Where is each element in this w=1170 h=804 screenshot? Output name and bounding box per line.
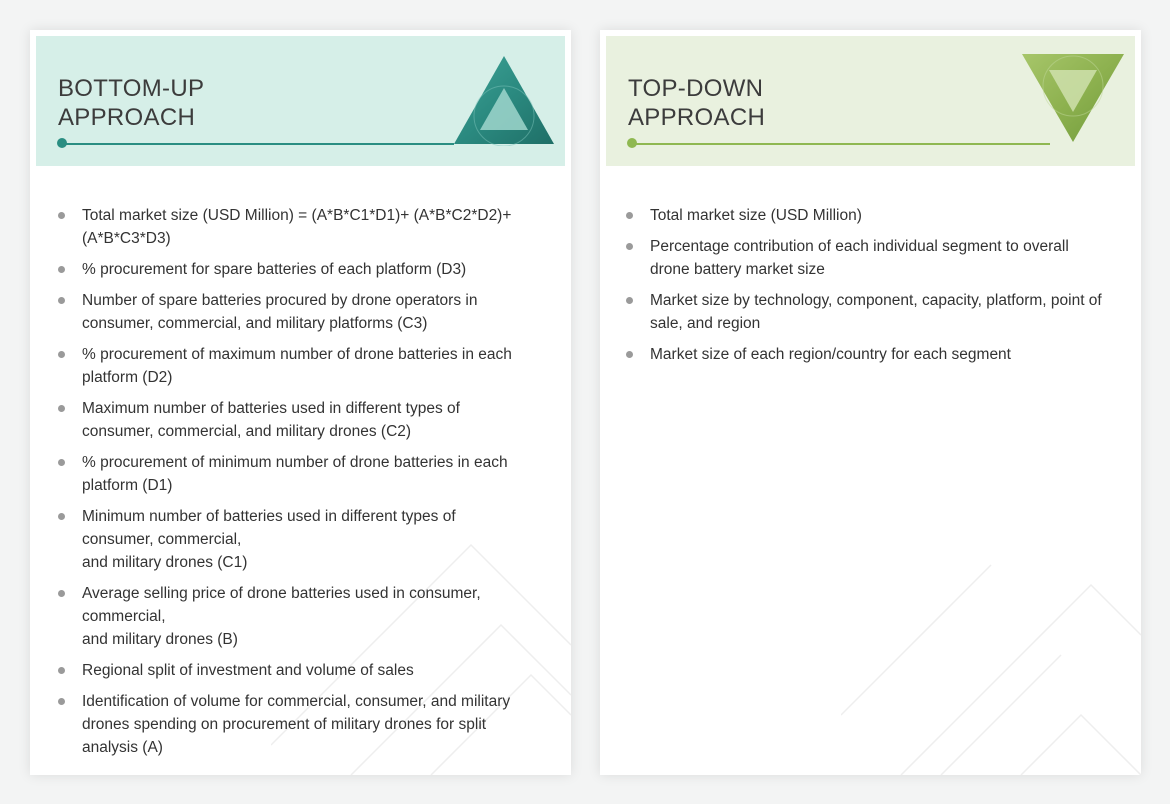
list-item-line: consumer, commercial, and military platforms (C3) [82,315,428,332]
list-item-line: drone battery market size [650,261,825,278]
header-underline [62,143,454,145]
title-line: BOTTOM-UP [58,75,205,102]
list-item [54,343,544,389]
list-item-line: Identification of volume for commercial, consumer, and military [82,693,511,710]
background-decorative-lines [841,415,1141,775]
bullet-icon [58,590,65,597]
list-item-line: and military drones (B) [82,631,238,648]
list-item [622,235,1127,281]
header-underline [632,143,1050,145]
list-item [54,690,544,759]
list-item-text [82,343,544,389]
bullet-icon [58,513,65,520]
bullet-icon [58,266,65,273]
list-item-line: Maximum number of batteries used in different types of [82,400,460,417]
list-item [54,505,544,574]
list-item-line: sale, and region [650,315,761,332]
list-item-line: Number of spare batteries procured by drone operators in [82,292,478,309]
list-item [54,582,544,651]
header-underline-dot [627,138,637,148]
list-item-line: (A*B*C3*D3) [82,230,171,247]
list-item-text [82,397,544,443]
list-item-line: drones spending on procurement of military drones for split [82,716,487,733]
bullet-icon [58,698,65,705]
list-item-line: consumer, commercial, [82,531,242,548]
list-item-text [82,582,544,651]
list-item-text [82,505,544,574]
bullet-icon [58,459,65,466]
list-item [54,451,544,497]
list-item [622,289,1127,335]
bullet-icon [626,243,633,250]
list-item-line: Total market size (USD Million) [650,207,862,224]
top-down-list [622,204,1127,374]
list-item-line: Market size by technology, component, capacity, platform, point of [650,292,1102,309]
list-item-line: Regional split of investment and volume of sales [82,662,414,679]
list-item-line: consumer, commercial, and military drones (C2) [82,423,412,440]
list-item [622,204,1127,227]
list-item [54,204,544,250]
list-item-line: Percentage contribution of each individual segment to overall [650,238,1069,255]
list-item [54,258,544,281]
list-item-line: % procurement of maximum number of drone batteries in each [82,346,512,363]
triangle-up-icon [452,54,556,146]
list-item-text [82,258,544,281]
list-item-text [82,289,544,335]
bottom-up-header [36,36,565,166]
title-line: APPROACH [58,104,196,131]
top-down-panel [600,30,1141,775]
list-item-line: analysis (A) [82,739,163,756]
bullet-icon [58,405,65,412]
list-item-text [82,451,544,497]
bullet-icon [58,212,65,219]
list-item-line: Minimum number of batteries used in different types of [82,508,456,525]
list-item-line: % procurement of minimum number of drone batteries in each [82,454,508,471]
top-down-header [606,36,1135,166]
bottom-up-panel [30,30,571,775]
bottom-up-list [54,204,544,767]
bullet-icon [626,351,633,358]
list-item-line: Market size of each region/country for each segment [650,346,1011,363]
header-underline-dot [57,138,67,148]
list-item [54,289,544,335]
list-item-text [82,204,544,250]
list-item-line: Average selling price of drone batteries used in consumer, [82,585,481,602]
bottom-up-title [58,74,204,132]
bullet-icon [58,297,65,304]
title-line: TOP-DOWN [628,75,764,102]
list-item-text [82,690,544,759]
list-item-line: platform (D1) [82,477,173,494]
bullet-icon [626,212,633,219]
list-item [622,343,1127,366]
list-item-line: and military drones (C1) [82,554,248,571]
triangle-down-icon [1020,52,1126,144]
list-item-text [82,659,544,682]
list-item-text [650,204,1127,227]
list-item-text [650,235,1127,281]
bullet-icon [626,297,633,304]
list-item-line: platform (D2) [82,369,173,386]
list-item-line: % procurement for spare batteries of each platform (D3) [82,261,467,278]
list-item-text [650,343,1127,366]
list-item [54,397,544,443]
bullet-icon [58,667,65,674]
title-line: APPROACH [628,104,766,131]
list-item-line: commercial, [82,608,166,625]
bullet-icon [58,351,65,358]
list-item [54,659,544,682]
list-item-line: Total market size (USD Million) = (A*B*C1*D1)+ (A*B*C2*D2)+ [82,207,512,224]
list-item-text [650,289,1127,335]
top-down-title [628,74,765,132]
